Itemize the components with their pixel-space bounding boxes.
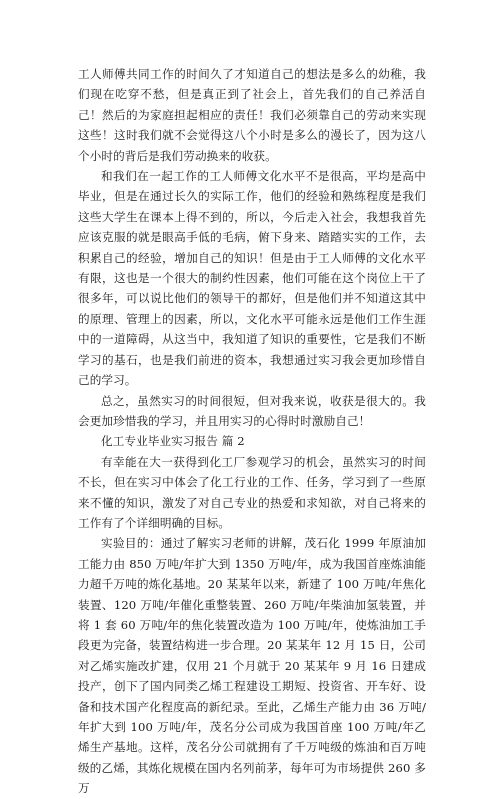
document-body [78, 64, 426, 799]
paragraph-3: 总之，虽然实习的时间很短，但对我来说，收获是很大的。我会更加珍惜我的学习，并且用实习的心得时时激励自己！ [78, 393, 426, 428]
paragraph-5: 实验目的：通过了解实习老师的讲解，茂石化 1999 年原油加工能力由 850 万吨/年扩大到 1350 万吨/年，成为我国首座炼油能力超千万吨的炼化基地。20 某某年以来，新建了 100 万吨/年焦化装置、120 万吨/年催化重整装置、260 万吨/年柴油加氢装置，并将 1 套 60 万吨/年的焦化装置改造为 100 万吨/年，使炼油加工手段更为完备，装置结构进一步合理。20 某某年 12 月 15 日，公司对乙烯实施改扩建，仅用 21 个月就于 20 某某年 9 月 16 日建成投产，创下了国内同类乙烯工程建设工期短、投资省、开车好、设备和技术国产化程度高的新纪录。至此，乙烯生产能力由 36 万吨/年扩大到 100 万吨/年，茂名分公司成为我国首座 100 万吨/年乙烯生产基地。这样，茂名分公司就拥有了千万吨级的炼油和百万吨级的乙烯，其炼化规模在国内名列前茅，每年可为市场提供 260 多万 [78, 536, 426, 796]
section-heading: 化工专业毕业实习报告 篇 2 [101, 434, 245, 449]
paragraph-4: 有幸能在大一获得到化工厂参观学习的机会，虽然实习的时间不长，但在实习中体会了化工行业的工作、任务，学习到了一些原来不懂的知识，激发了对自己专业的热爱和求知欲，对自己将来的工作有了个详细明确的目标。 [78, 454, 426, 530]
paragraph-1: 工人师傅共同工作的时间久了才知道自己的想法是多么的幼稚，我们现在吃穿不愁，但是真正到了社会上，首先我们的自己养活自己！然后的为家庭担起相应的责任！我们必须靠自己的劳动来实现这些！这时我们就不会觉得这八个小时是多么的漫长了，因为这八个小时的背后是我们劳动换来的收获。 [78, 67, 426, 163]
paragraph-2: 和我们在一起工作的工人师傅文化水平不是很高，平均是高中毕业，但是在通过长久的实际工作，他们的经验和熟练程度是我们这些大学生在课本上得不到的，所以，今后走入社会，我想我首先应该克服的就是眼高手低的毛病，俯下身来、踏踏实实的工作，去积累自己的经验，增加自己的知识！但是由于工人师傅的文化水平有限，这也是一个很大的制约性因素，他们可能在这个岗位上干了很多年，可以说比他们的领导干的都好，但是他们并不知道这其中的原理、管理上的因素，所以，文化水平可能永远是他们工作生涯中的一道障碍，从这当中，我知道了知识的重要性，它是我们不断学习的基石，也是我们前进的资本，我想通过实习我会更加珍惜自己的学习。 [78, 169, 426, 388]
